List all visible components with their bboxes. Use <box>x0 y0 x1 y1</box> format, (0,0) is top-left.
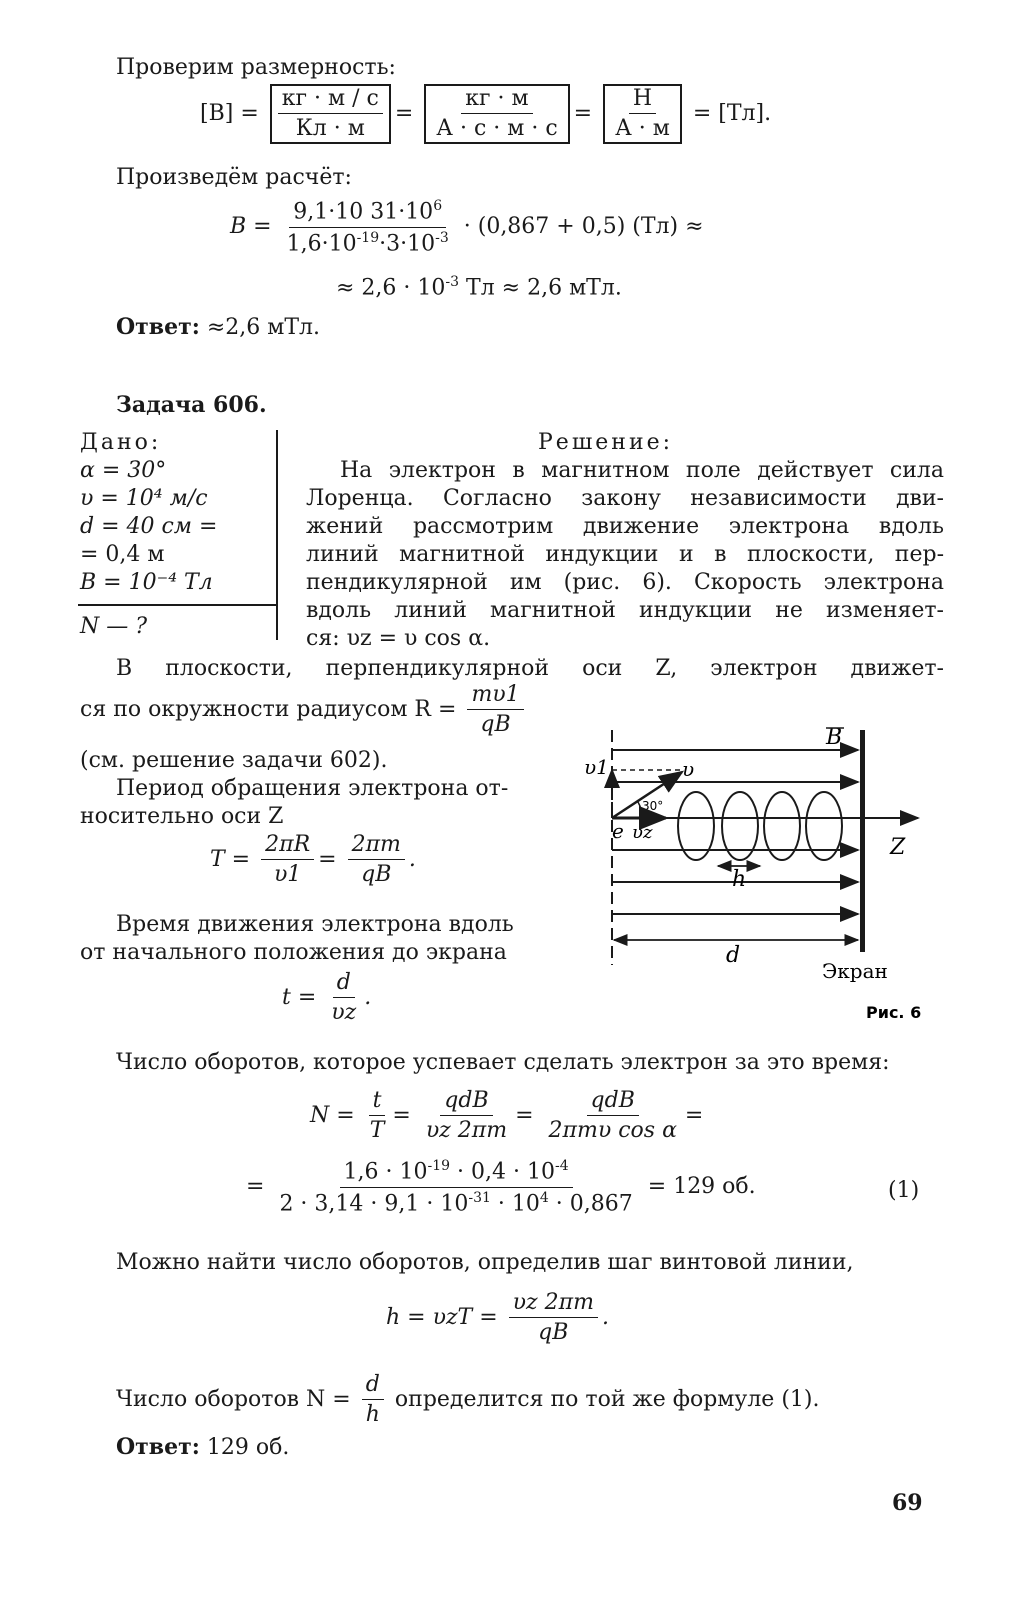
period-equation: T = $\frac{2\pi R}{\upsilon 1}$ = $\frac{2\pi m}{qB}$ . <box>210 832 416 888</box>
radius-text: ся по окружности радиусом R = <box>80 696 457 722</box>
given-vertical-rule <box>276 430 278 640</box>
dim-rhs: = [Тл]. <box>692 100 772 126</box>
calc-den: $1,6\cdot 10^{-19}\cdot 3\cdot 10^{-3}$ <box>286 229 449 256</box>
given-5: B = 10⁻⁴ Тл <box>80 570 213 595</box>
n-f3-den: 2πmυ cos α <box>548 1118 677 1144</box>
radius-equation <box>80 682 528 738</box>
time-equation: t = $\frac{d}{\upsilon z}$ . <box>282 970 372 1026</box>
figure-6 <box>584 725 930 1030</box>
period-lhs: T = <box>210 846 251 872</box>
time-line-1: Время движения электрона вдоль <box>116 912 514 937</box>
period-n1: 2πR <box>261 832 314 860</box>
eq-number: (1) <box>888 1178 920 1203</box>
given-4: = 0,4 м <box>80 542 165 567</box>
vz-label: υz <box>632 822 653 843</box>
h-equation: h = υzT = $\frac{\upsilon z 2\pi m}{qB}$ . <box>386 1290 609 1346</box>
period-d2: qB <box>361 862 392 888</box>
dim-f3-den: А · м <box>615 116 670 142</box>
sol-line-4: линий магнитной индукции и в плоскости, пер- <box>306 542 944 567</box>
dim-f2-num: кг · м <box>461 86 532 114</box>
given-label: Дано: <box>80 430 162 455</box>
time-line-2: от начального положения до экрана <box>80 940 507 965</box>
given-3: d = 40 см = <box>80 514 218 539</box>
final-text-b: определится по той же формуле (1). <box>394 1386 820 1412</box>
dim-f1-den: Кл · м <box>295 116 365 142</box>
figure-caption: Рис. 6 <box>866 1003 922 1022</box>
period-line-1: Период обращения электрона от- <box>116 776 509 801</box>
solution-label: Решение: <box>538 430 674 455</box>
time-den: υz <box>331 1000 357 1026</box>
answer-2-value: 129 об. <box>206 1435 290 1460</box>
given-2: υ = 10⁴ м/с <box>80 486 208 511</box>
plane-line: В плоскости, перпендикулярной оси Z, электрон движет- <box>116 656 944 681</box>
n-f2-den: υz 2πm <box>425 1118 508 1144</box>
v1-label: υ1 <box>584 755 609 779</box>
h-num: υz 2πm <box>509 1290 598 1318</box>
pitch-text: Можно найти число оборотов, определив шаг винтовой линии, <box>116 1250 854 1275</box>
answer-2-label: Ответ: <box>116 1434 200 1460</box>
sol-line-2: Лоренца. Согласно закону независимости дви- <box>306 486 944 511</box>
calc-lhs: B = <box>230 214 272 240</box>
sol-line-1: На электрон в магнитном поле действует сила <box>340 458 944 483</box>
n2-num: $1,6 \cdot 10^{-19} \cdot 0,4 \cdot 10^{-4}$ <box>340 1158 573 1188</box>
d-label: d <box>726 943 741 968</box>
sol-line-6: вдоль линий магнитной индукции не изменяет- <box>306 598 944 623</box>
dim-lhs: [B] = <box>200 100 259 126</box>
calc-heading: Произведём расчёт: <box>116 165 352 190</box>
n-f2-num: qdB <box>440 1088 492 1116</box>
sol-line-5: пендикулярной им (рис. 6). Скорость электрона <box>306 570 944 595</box>
task-title: Задача 606. <box>116 392 267 418</box>
dim-f1-num: кг · м / с <box>278 86 383 114</box>
sol-line-7: ся: υz = υ cos α. <box>306 626 491 651</box>
n-f1-num: t <box>369 1088 386 1116</box>
radius-den: qB <box>480 712 511 738</box>
answer-1-label: Ответ: <box>116 314 200 340</box>
period-line-2: носительно оси Z <box>80 804 284 829</box>
final-den: h <box>365 1402 380 1428</box>
find: N — ? <box>80 614 148 639</box>
Z-label: Z <box>890 835 906 860</box>
n2-equation: = $\frac{1,6 \cdot 10^{-19} \cdot 0,4 \cdot 10^{-4}}{2 \cdot 3,14 \cdot 9,1 \cdot 10^{-31} \cdot 10^4 \cdot 0,867}$ = 129 об. <box>246 1158 756 1216</box>
time-lhs: t = <box>282 984 317 1010</box>
final-line <box>116 1372 819 1428</box>
final-text-a: Число оборотов N = <box>116 1386 351 1412</box>
given-1: α = 30° <box>80 458 167 483</box>
screen <box>860 730 865 952</box>
dim-f3-num: Н <box>629 86 656 114</box>
see-text: (см. решение задачи 602). <box>80 748 388 773</box>
period-d1: υ1 <box>273 862 302 888</box>
turns-text: Число оборотов, которое успевает сделать электрон за это время: <box>116 1050 890 1075</box>
dim-f2-den: А · с · м · с <box>436 116 558 142</box>
calc-equation <box>230 198 704 256</box>
radius-num: mυ1 <box>467 682 523 710</box>
sol-line-3: жений рассмотрим движение электрона вдоль <box>306 514 944 539</box>
answer-1 <box>116 314 320 340</box>
screen-label: Экран <box>822 959 888 983</box>
h-lhs: h = υzT = <box>386 1304 498 1330</box>
angle-label: 30° <box>642 799 664 813</box>
answer-2 <box>116 1434 289 1460</box>
calc-result: ≈ $2,6 \cdot 10^{-3}$ Тл ≈ 2,6 мТл. <box>336 274 622 301</box>
B-label: B <box>826 725 843 750</box>
n-f1-den: T <box>369 1118 385 1144</box>
n-equation: N = $\frac{t}{T}$ = $\frac{\text{qdB}}{\upsilon z 2\pi m}$ = $\frac{\text{qdB}}{\text{2πmυ cos α}}$ = <box>310 1088 704 1144</box>
n2-result: = 129 об. <box>647 1174 756 1200</box>
page-number: 69 <box>892 1490 923 1516</box>
e-label: e <box>612 819 624 843</box>
time-num: d <box>333 970 355 998</box>
dim-heading: Проверим размерность: <box>116 55 396 80</box>
n2-den: $2 \cdot 3,14 \cdot 9,1 \cdot 10^{-31} \cdot 10^4 \cdot 0,867$ <box>279 1189 633 1216</box>
h-label: h <box>732 867 747 892</box>
dim-equation: [B] = $\frac{кг \cdot м / с}{Кл \cdot м}$ = $\frac{кг \cdot м}{А \cdot с \cdot м \cdot с}$ = $\frac{Н}{А \cdot м}$ = [Тл]. <box>200 84 771 144</box>
answer-1-value: ≈2,6 мТл. <box>206 315 321 340</box>
final-num: d <box>362 1372 384 1400</box>
calc-mult: · (0,867 + 0,5) (Тл) ≈ <box>463 214 704 240</box>
n-lhs: N = <box>310 1102 355 1128</box>
h-den: qB <box>538 1320 569 1346</box>
given-divider <box>78 604 278 606</box>
calc-num: 9,1·10 $31\cdot 10^6$ <box>289 198 446 228</box>
n-f3-num: qdB <box>587 1088 639 1116</box>
v-label: υ <box>682 757 695 781</box>
period-n2: 2πm <box>348 832 405 860</box>
